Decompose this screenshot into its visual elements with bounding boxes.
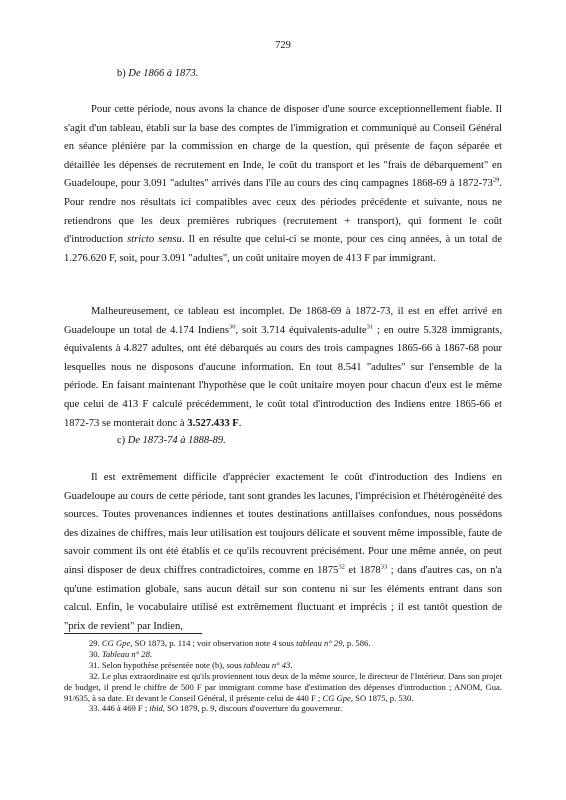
page-number: 729: [275, 40, 291, 51]
footnote-29: 29. CG Gpe, SO 1873, p. 114 ; voir observation note 4 sous tableau n° 29, p. 586.: [89, 638, 371, 648]
section-heading-b: [117, 68, 198, 79]
footnote-33: 33. 446 à 469 F ; ibid, SO 1879, p. 9, discours d'ouverture du gouverneur.: [89, 703, 343, 714]
section-label: c): [117, 435, 128, 446]
paragraph: Il est extrêmement difficile d'apprécier exactement le coût d'introduction des Indiens en Guadeloupe au cours de cette période, tant sont grandes les lacunes, l'imprécision et l'hétérogénéité des sources. Toutes provenances indiennes et toutes destinations antillaises confondues, nous possédons des dizaines de chiffres, mais leur utilisation est toujours délicate et souvent même impossible, faute de savoir comment ils ont été établis et ce qu'ils recouvrent précisément. Pour une même année, on peut ainsi disposer de deux chiffres contradictoires, comme en 1875$^{32}$ et 1878$^{33}$ ; dans d'autres cas, on n'a qu'une estimation globale, sans aucun détail sur son contenu ni sur les éléments entrant dans son calcul. Enfin, le vocabulaire utilisé est extrêmement fluctuant et imprécis ; il est tantôt question de "prix de revient" par Indien,: [64, 472, 502, 632]
footnote-ref: 29: [492, 176, 500, 184]
footnote-ref: 32: [338, 563, 345, 571]
section-title: De 1866 à 1873.: [128, 68, 199, 79]
footnote-31: 31. Selon hypothèse présentée note (b), sous tableau n° 43.: [89, 659, 293, 670]
paragraph: Malheureusement, ce tableau est incomplet. De 1868-69 à 1872-73, il est en effet arrivé en Guadeloupe un total de 4.174 Indiens$^{30}$, soit 3.714 équivalents-adulte$^{31}$ ; en outre 5.328 immigrants, équivalents à 4.827 adultes, ont été débarqués au cours des trois campagnes 1865-66 à 1867-68 pour lesquelles nous ne disposons d'aucune information. En tout 8.541 "adultes" sur l'ensemble de la période. En faisant maintenant l'hypothèse que le coût unitaire moyen pour chacun d'eux est le même que celui de 413 F calculé précédemment, le coût total d'introduction des Indiens entre 1865-66 et 1872-73 se monterait donc à 3.527.433 F.: [64, 306, 502, 429]
footnote-ref: 30: [229, 323, 236, 331]
section-heading-c: [117, 435, 226, 446]
footnote-ref: 31: [366, 323, 374, 331]
footnotes: [64, 638, 502, 714]
footnote-32: 32. Le plus extraordinaire est qu'ils proviennent tous deux de la même source, le directeur de l'Intérieur. Dans son projet de budget, il prend le chiffre de 500 F par immigrant comme base d'estimation des dépenses d'introduction ; ANOM, Gua. 91/635, à sa date. Et devant le Conseil Général, il présente celui de 440 F ; CG Gpe, SO 1875, p. 530.: [64, 670, 502, 703]
total-amount: 3.527.433 F: [187, 417, 239, 429]
footnote-divider: [64, 633, 202, 634]
paragraph: Pour cette période, nous avons la chance de disposer d'une source exceptionnellement fiable. Il s'agit d'un tableau, établi sur la base des comptes de l'immigration et communiqué au Conseil Général en séance plénière par la commission en charge de la question, qui présente de façon séparée et détaillée les dépenses de recrutement en Inde, le coût du transport et les "frais de débarquement" en Guadeloupe, pour 3.091 "adultes" arrivés dans l'île au cours des cinq campagnes 1868-69 à $1872-73^{29}$. Pour rendre nos résultats ici compatibles avec ceux des périodes précédente et suivante, nous ne retiendrons que les deux premières rubriques (recrutement + transport), qui forment le coût d'introduction stricto sensu. Il en résulte que celui-ci se monte, pour ces cinq années, à un total de 1.276.620 F, soit, pour 3.091 "adultes", un coût unitaire moyen de 413 F par immigrant.: [64, 104, 503, 264]
footnote-ref: 33: [380, 563, 388, 571]
section-label: b): [117, 68, 129, 79]
section-title: De 1873-74 à 1888-89.: [127, 435, 226, 446]
footnote-30: 30. Tableau n° 28.: [89, 648, 153, 659]
